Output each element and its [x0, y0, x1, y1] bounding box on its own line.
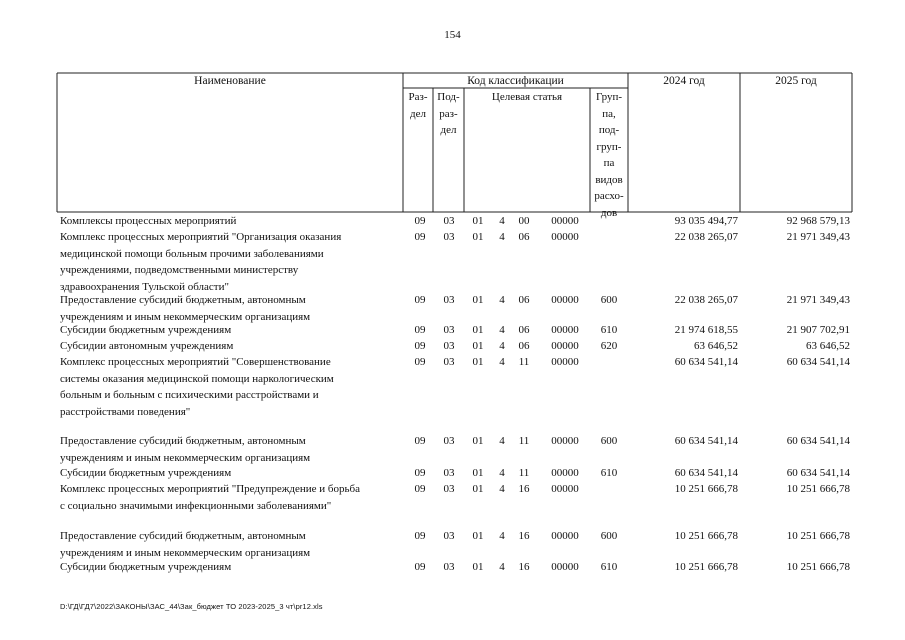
header-code-classification: Код классификации	[467, 75, 564, 87]
row-target-type: 4	[499, 231, 505, 243]
row-target-subprogram: 11	[518, 435, 530, 447]
row-podrazdel: 03	[443, 294, 455, 306]
row-amount-2024: 63 646,52	[694, 340, 738, 352]
row-target-direction: 00000	[551, 467, 579, 479]
row-target-subprogram: 11	[518, 356, 530, 368]
row-amount-2024: 60 634 541,14	[674, 356, 738, 368]
row-amount-2025: 63 646,52	[806, 340, 850, 352]
row-razdel: 09	[414, 435, 426, 447]
row-amount-2024: 10 251 666,78	[674, 483, 738, 495]
row-target-direction: 00000	[551, 215, 579, 227]
row-amount-2025: 60 634 541,14	[786, 435, 850, 447]
row-razdel: 09	[414, 324, 426, 336]
row-amount-2024: 93 035 494,77	[674, 215, 738, 227]
row-name: Комплекс процессных мероприятий "Организация оказания медицинской помощи больным прочими заболеваниями учреждениями, подведомственными министерству здравоохранения Тульской области"	[60, 231, 342, 293]
row-name: Субсидии бюджетным учреждениям	[60, 561, 232, 573]
row-target-direction: 00000	[551, 294, 579, 306]
row-target-direction: 00000	[551, 231, 579, 243]
row-podrazdel: 03	[443, 215, 455, 227]
row-target-program: 01	[472, 467, 484, 479]
header-group: Груп- па, под- груп- па видов расхо- дов	[594, 91, 624, 219]
row-razdel: 09	[414, 530, 426, 542]
row-target-type: 4	[499, 294, 505, 306]
row-name: Предоставление субсидий бюджетным, автономным учреждениям и иным некоммерческим организациям	[60, 530, 311, 559]
row-target-type: 4	[499, 435, 505, 447]
row-razdel: 09	[414, 215, 426, 227]
row-amount-2024: 10 251 666,78	[674, 561, 738, 573]
row-razdel: 09	[414, 561, 426, 573]
row-amount-2024: 10 251 666,78	[674, 530, 738, 542]
row-target-type: 4	[499, 483, 505, 495]
row-target-subprogram: 16	[518, 530, 530, 542]
row-target-direction: 00000	[551, 340, 579, 352]
row-razdel: 09	[414, 483, 426, 495]
row-target-program: 01	[472, 561, 484, 573]
row-podrazdel: 03	[443, 530, 455, 542]
header-year-2024: 2024 год	[663, 75, 705, 87]
row-podrazdel: 03	[443, 561, 455, 573]
row-target-program: 01	[472, 324, 484, 336]
row-razdel: 09	[414, 294, 426, 306]
row-podrazdel: 03	[443, 483, 455, 495]
row-amount-2025: 21 907 702,91	[786, 324, 850, 336]
row-target-subprogram: 06	[518, 294, 530, 306]
row-razdel: 09	[414, 340, 426, 352]
row-target-program: 01	[472, 340, 484, 352]
row-target-direction: 00000	[551, 561, 579, 573]
row-group: 600	[600, 530, 618, 542]
row-target-type: 4	[499, 324, 505, 336]
row-target-program: 01	[472, 215, 484, 227]
row-amount-2025: 21 971 349,43	[786, 294, 850, 306]
row-razdel: 09	[414, 467, 426, 479]
row-amount-2025: 60 634 541,14	[786, 467, 850, 479]
page-number: 154	[444, 29, 461, 41]
file-path-footer: D:\ГД\ГД7\2022\ЗАКОНЫ\ЗАС_44\Зак_бюджет ТО 2023-2025_3 чт\pr12.xls	[60, 602, 323, 611]
row-amount-2024: 60 634 541,14	[674, 435, 738, 447]
row-group: 610	[600, 467, 618, 479]
row-amount-2025: 10 251 666,78	[786, 561, 850, 573]
row-group: 600	[600, 294, 618, 306]
header-razdel: Раз- дел	[408, 91, 428, 120]
row-target-program: 01	[472, 435, 484, 447]
header-year-2025: 2025 год	[775, 75, 817, 87]
row-podrazdel: 03	[443, 435, 455, 447]
row-razdel: 09	[414, 356, 426, 368]
row-target-subprogram: 00	[518, 215, 530, 227]
row-target-subprogram: 06	[518, 231, 530, 243]
row-target-direction: 00000	[551, 435, 579, 447]
row-target-type: 4	[499, 467, 505, 479]
row-target-program: 01	[472, 294, 484, 306]
row-target-type: 4	[499, 340, 505, 352]
row-name: Субсидии бюджетным учреждениям	[60, 324, 232, 336]
row-target-subprogram: 06	[518, 340, 530, 352]
header-target-article: Целевая статья	[491, 91, 563, 103]
row-target-type: 4	[499, 215, 505, 227]
header-name: Наименование	[194, 75, 266, 87]
row-target-type: 4	[499, 356, 505, 368]
row-target-program: 01	[472, 483, 484, 495]
row-name: Комплексы процессных мероприятий	[60, 215, 237, 227]
row-target-subprogram: 16	[518, 483, 530, 495]
row-amount-2025: 60 634 541,14	[786, 356, 850, 368]
row-razdel: 09	[414, 231, 426, 243]
row-target-direction: 00000	[551, 324, 579, 336]
row-target-subprogram: 16	[518, 561, 530, 573]
row-podrazdel: 03	[443, 356, 455, 368]
row-podrazdel: 03	[443, 467, 455, 479]
row-target-subprogram: 06	[518, 324, 530, 336]
row-group: 610	[600, 561, 618, 573]
row-podrazdel: 03	[443, 324, 455, 336]
row-group: 620	[600, 340, 618, 352]
row-amount-2024: 22 038 265,07	[674, 231, 738, 243]
row-name: Предоставление субсидий бюджетным, автономным учреждениям и иным некоммерческим организациям	[60, 294, 311, 323]
row-target-program: 01	[472, 231, 484, 243]
row-name: Субсидии бюджетным учреждениям	[60, 467, 232, 479]
row-target-program: 01	[472, 356, 484, 368]
row-target-direction: 00000	[551, 530, 579, 542]
header-podrazdel: Под- раз- дел	[437, 91, 460, 136]
row-amount-2024: 21 974 618,55	[674, 324, 738, 336]
row-name: Предоставление субсидий бюджетным, автономным учреждениям и иным некоммерческим организациям	[60, 435, 311, 464]
row-target-type: 4	[499, 561, 505, 573]
row-name: Комплекс процессных мероприятий "Совершенствование системы оказания медицинской помощи наркологическим больным и больным с психическими расстройствами и расстройствами поведения"	[60, 356, 334, 418]
row-target-type: 4	[499, 530, 505, 542]
row-name: Комплекс процессных мероприятий "Предупреждение и борьба с социально значимыми инфекционными заболеваниями"	[60, 483, 360, 512]
row-amount-2025: 10 251 666,78	[786, 530, 850, 542]
row-target-direction: 00000	[551, 483, 579, 495]
row-group: 600	[600, 435, 618, 447]
row-podrazdel: 03	[443, 340, 455, 352]
row-target-program: 01	[472, 530, 484, 542]
row-amount-2025: 92 968 579,13	[786, 215, 850, 227]
row-amount-2025: 21 971 349,43	[786, 231, 850, 243]
row-podrazdel: 03	[443, 231, 455, 243]
row-name: Субсидии автономным учреждениям	[60, 340, 234, 352]
row-amount-2025: 10 251 666,78	[786, 483, 850, 495]
row-amount-2024: 22 038 265,07	[674, 294, 738, 306]
row-target-subprogram: 11	[518, 467, 530, 479]
row-amount-2024: 60 634 541,14	[674, 467, 738, 479]
row-group: 610	[600, 324, 618, 336]
row-target-direction: 00000	[551, 356, 579, 368]
